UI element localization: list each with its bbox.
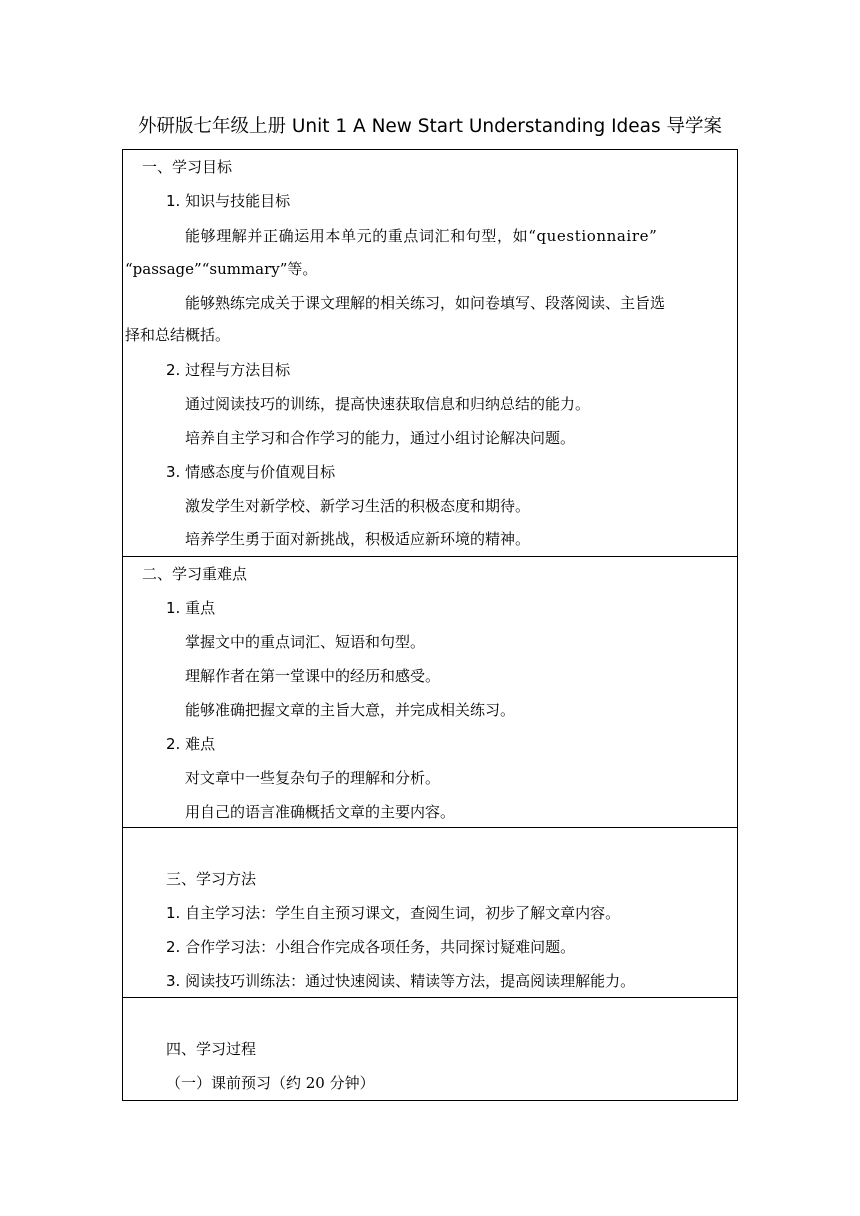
objective-text: 培养自主学习和合作学习的能力，通过小组讨论解决问题。 bbox=[185, 429, 576, 447]
key-point-text: 能够准确把握文章的主旨大意，并完成相关练习。 bbox=[185, 701, 516, 719]
objective-text: 培养学生勇于面对新挑战，积极适应新环境的精神。 bbox=[185, 530, 531, 548]
method-item: 1. 自主学习法：学生自主预习课文，查阅生词，初步了解文章内容。 bbox=[166, 904, 621, 922]
method-item: 3. 阅读技巧训练法：通过快速阅读、精读等方法，提高阅读理解能力。 bbox=[166, 972, 636, 990]
key-point-subheading: 2. 难点 bbox=[166, 735, 216, 753]
objective-subheading: 1. 知识与技能目标 bbox=[166, 192, 291, 210]
section-learning-objectives bbox=[123, 150, 737, 556]
key-point-text: 用自己的语言准确概括文章的主要内容。 bbox=[185, 803, 456, 821]
section-learning-process bbox=[123, 997, 737, 1100]
section-heading: 二、学习重难点 bbox=[142, 565, 248, 583]
objective-text-cont: 择和总结概括。 bbox=[125, 326, 231, 344]
objective-text-cont: “passage”“summary”等。 bbox=[125, 260, 318, 278]
objective-subheading: 2. 过程与方法目标 bbox=[166, 361, 291, 379]
key-point-text: 对文章中一些复杂句子的理解和分析。 bbox=[185, 769, 441, 787]
objective-text: 激发学生对新学校、新学习生活的积极态度和期待。 bbox=[185, 497, 531, 515]
objective-text: 能够理解并正确运用本单元的重点词汇和句型，如“questionnaire” bbox=[185, 227, 658, 245]
lesson-plan-table bbox=[122, 149, 738, 1101]
section-heading: 一、学习目标 bbox=[142, 158, 233, 176]
process-step: （一）课前预习（约 20 分钟） bbox=[166, 1074, 375, 1092]
objective-text: 能够熟练完成关于课文理解的相关练习，如问卷填写、段落阅读、主旨选 bbox=[185, 294, 666, 312]
page-title: 外研版七年级上册 Unit 1 A New Start Understanding Ideas 导学案 bbox=[137, 116, 723, 137]
section-key-points bbox=[123, 556, 737, 827]
section-heading: 四、学习过程 bbox=[166, 1040, 257, 1058]
objective-text: 通过阅读技巧的训练，提高快速获取信息和归纳总结的能力。 bbox=[185, 395, 591, 413]
key-point-subheading: 1. 重点 bbox=[166, 599, 216, 617]
section-learning-methods bbox=[123, 827, 737, 997]
section-heading: 三、学习方法 bbox=[166, 870, 257, 888]
key-point-text: 理解作者在第一堂课中的经历和感受。 bbox=[185, 667, 441, 685]
objective-subheading: 3. 情感态度与价值观目标 bbox=[166, 463, 336, 481]
method-item: 2. 合作学习法：小组合作完成各项任务，共同探讨疑难问题。 bbox=[166, 938, 576, 956]
key-point-text: 掌握文中的重点词汇、短语和句型。 bbox=[185, 633, 426, 651]
